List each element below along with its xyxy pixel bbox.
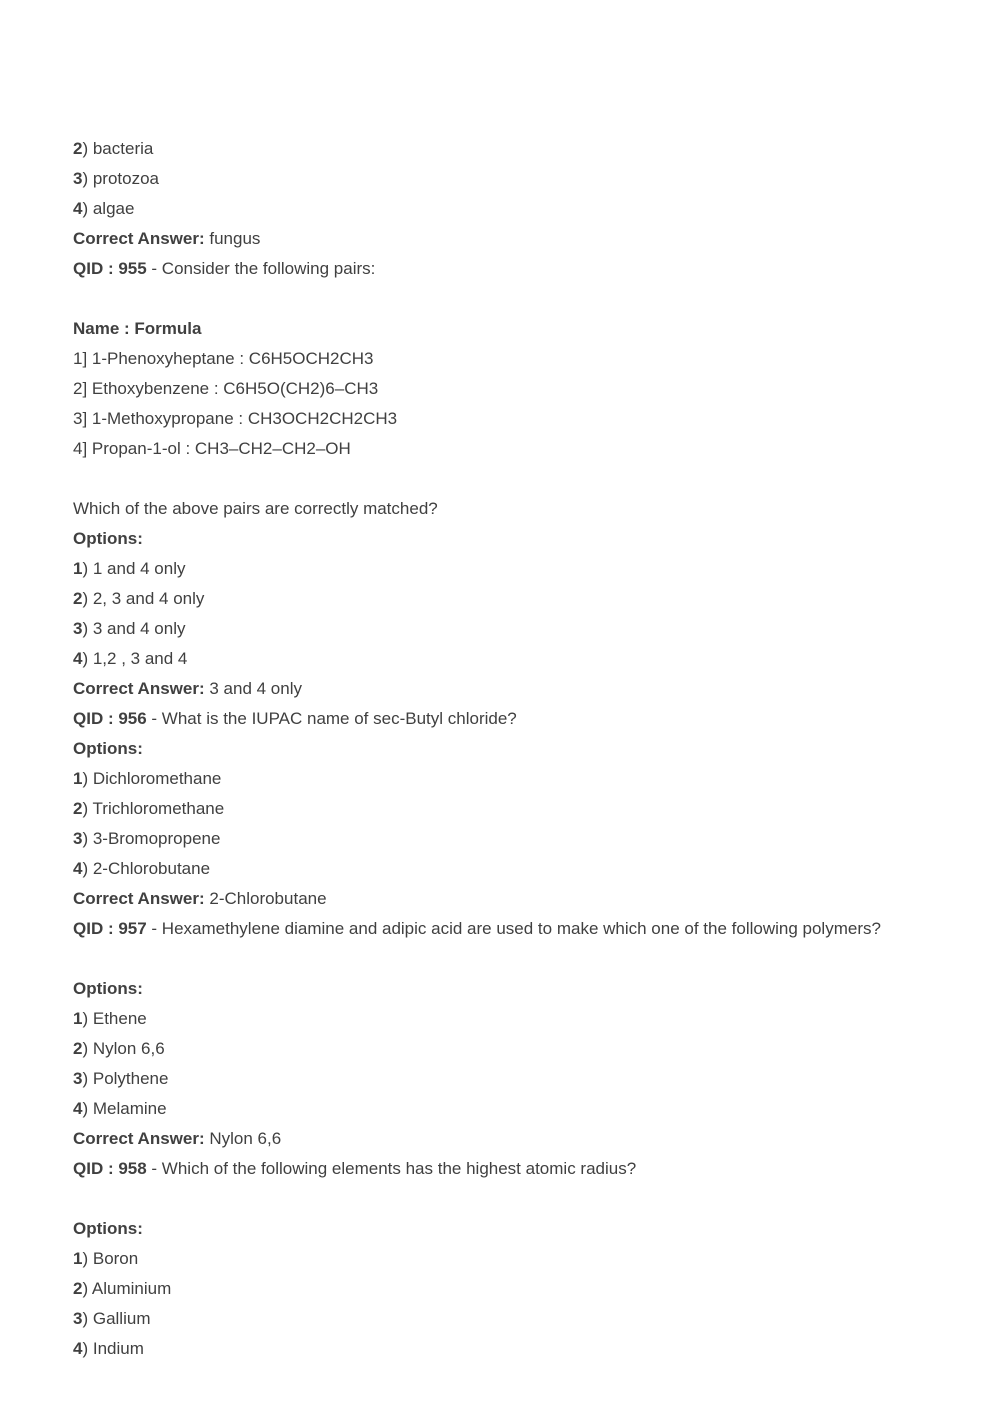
option-line: 3) 3-Bromopropene	[73, 829, 221, 848]
option-line: 3) 3 and 4 only	[73, 619, 186, 638]
option-line: 2) Nylon 6,6	[73, 1039, 165, 1058]
option-line: 2) bacteria	[73, 139, 154, 158]
pair-line: 2] Ethoxybenzene : C6H5O(CH2)6–CH3	[73, 379, 379, 398]
question-line: QID : 957 - Hexamethylene diamine and adipic acid are used to make which one of the following polymers?	[73, 919, 881, 938]
question-line: QID : 956 - What is the IUPAC name of sec-Butyl chloride?	[73, 709, 517, 728]
options-label: Options:	[73, 979, 143, 998]
correct-answer: Correct Answer: fungus	[73, 229, 261, 248]
correct-answer: Correct Answer: 2-Chlorobutane	[73, 889, 327, 908]
pair-line: 1] 1-Phenoxyheptane : C6H5OCH2CH3	[73, 349, 374, 368]
option-line: 1) Dichloromethane	[73, 769, 222, 788]
pair-line: 3] 1-Methoxypropane : CH3OCH2CH2CH3	[73, 409, 398, 428]
option-line: 4) Indium	[73, 1339, 144, 1358]
option-line: 2) 2, 3 and 4 only	[73, 589, 205, 608]
option-line: 4) algae	[73, 199, 135, 218]
option-line: 3) Polythene	[73, 1069, 169, 1088]
option-line: 4) 2-Chlorobutane	[73, 859, 211, 878]
option-line: 3) Gallium	[73, 1309, 151, 1328]
correct-answer: Correct Answer: 3 and 4 only	[73, 679, 302, 698]
document-page	[73, 134, 973, 1364]
option-line: 1) Ethene	[73, 1009, 147, 1028]
question-line: QID : 958 - Which of the following elements has the highest atomic radius?	[73, 1159, 637, 1178]
pair-line: 4] Propan-1-ol : CH3–CH2–CH2–OH	[73, 439, 351, 458]
options-label: Options:	[73, 1219, 143, 1238]
option-line: 1) Boron	[73, 1249, 139, 1268]
question-prompt: Which of the above pairs are correctly matched?	[73, 499, 438, 518]
options-label: Options:	[73, 739, 143, 758]
option-line: 2) Trichloromethane	[73, 799, 225, 818]
question-line: QID : 955 - Consider the following pairs:	[73, 259, 376, 278]
option-line: 1) 1 and 4 only	[73, 559, 186, 578]
option-line: 4) 1,2 , 3 and 4	[73, 649, 188, 668]
option-line: 4) Melamine	[73, 1099, 167, 1118]
option-line: 2) Aluminium	[73, 1279, 172, 1298]
options-label: Options:	[73, 529, 143, 548]
table-header: Name : Formula	[73, 319, 202, 338]
option-line: 3) protozoa	[73, 169, 160, 188]
correct-answer: Correct Answer: Nylon 6,6	[73, 1129, 282, 1148]
